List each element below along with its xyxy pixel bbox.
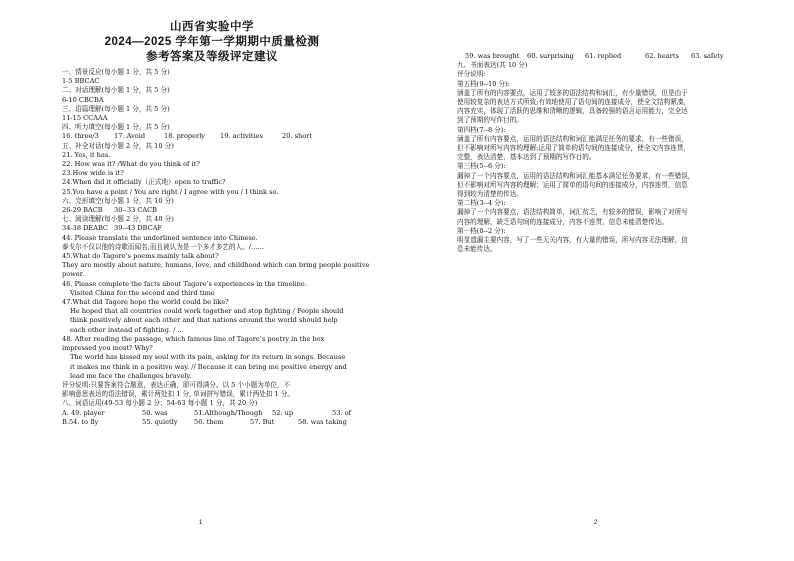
answer-cell: 18. properly (164, 132, 206, 141)
answer-cell: 62. hearts (645, 52, 679, 60)
text-line: it makes me think in a positive way. // Because it can bring me positive energy and (70, 362, 347, 371)
text-line: 息未能传达。 (457, 245, 497, 254)
page-number: 2 (594, 520, 598, 526)
text-line: 但不影响对所写内容的理解;运用了简单的语句间的连接成分，使全文内容连贯， (457, 144, 691, 153)
text-line: 6-10 CBCBA (62, 95, 104, 104)
text-line: 评分说明: (457, 70, 486, 79)
answer-cell: 20. short (282, 132, 312, 141)
cloze-answers-row (62, 206, 362, 215)
answer-cell: 57. But (250, 417, 275, 426)
text-line: Visited China for the second and third time (70, 288, 215, 297)
text-line: 45.What do Tagore’s poems mainly talk about? (62, 252, 219, 261)
text-line: 到了预期的写作目的。 (457, 116, 523, 125)
text-line: 25.You have a point / You are right / I agree with you / I think so. (62, 187, 279, 196)
text-line: impressed you most? Why? (62, 344, 153, 353)
text-line: The world has kissed my soul with its pain, asking for its return in songs. Because (70, 353, 346, 362)
answer-cell: 63. safety (691, 52, 724, 60)
text-line: 涵盖了所有的内容要点，运用了较多的语法结构和词汇，有少量错误，但是由于 (457, 88, 688, 97)
text-line: power. (62, 270, 85, 279)
text-line: 完整，表达清楚，基本达到了预期的写作目的。 (457, 153, 596, 162)
text-line: 二、对话理解(每小题 1 分，共 5 分) (62, 86, 170, 95)
text-line: 第三档(5--6 分): (457, 162, 506, 171)
answer-cell: 26-29 BACB (62, 206, 103, 215)
vocab-answers-row-b (62, 418, 362, 427)
exam-title: 2024—2025 学年第一学期期中质量检测 (104, 36, 320, 48)
answer-cell: 53. of (332, 408, 351, 417)
page-number: 1 (199, 520, 203, 526)
answer-section-3 (62, 215, 362, 224)
page-2-content (457, 52, 757, 254)
vocab-answers-row-c (457, 52, 757, 61)
text-line: 第一档(0--2 分): (457, 226, 506, 235)
answer-cell: 34-38 DEABC (62, 224, 108, 233)
answer-cell: 50. was (142, 408, 168, 417)
text-line: 内容充实，体现了活跃的思维和清晰的逻辑，具备较强的语言运用能力，完全达 (457, 107, 688, 116)
text-line: 影响意思表达的语法错误，累计两处扣 1 分, 单词拼写错误，累计两处扣 1 分。 (62, 390, 294, 399)
text-line: 一、情景反应(每小题 1 分，共 5 分) (62, 68, 170, 76)
text-line: 七、阅读理解(每小题 2 分，共 40 分) (62, 215, 174, 224)
text-line: 23.How wide is it? (62, 169, 124, 178)
answer-cell: 60. surprising (527, 52, 574, 60)
answer-cell: 30--33 CACB (114, 206, 158, 215)
text-line: 21. Yes, it has. (62, 150, 111, 159)
text-line: 第二档(3--4 分): (457, 199, 506, 208)
answer-cell: 17. Avoid (114, 132, 146, 141)
text-line: 明显遗漏主要内容，写了一些无关内容，有大量的错误，所写内容无法理解，信 (457, 236, 688, 245)
text-line: 46. Please complete the facts about Tagore’s experiences in the timeline. (62, 279, 307, 288)
text-line: 使用较复杂的表达方式所致;有效地使用了语句间的连接成分，使全文结构紧凑， (457, 98, 691, 107)
answer-key-title: 参考答案及等级评定建议 (146, 51, 278, 63)
answer-cell: 51.Although/Though (194, 408, 263, 417)
answer-cell: 58. was taking (298, 417, 347, 426)
text-line: think positively about each other and that nations around the world should help (70, 316, 338, 325)
text-line: 第五档(9--10 分): (457, 79, 510, 88)
text-line: 涵盖了所有内容要点，运用的语法结构和词汇能满足任务的要求，有一些错误， (457, 134, 688, 143)
text-line: 五、补全对话(每小题 2 分，共 10 分) (62, 141, 174, 150)
text-line: He hoped that all countries could work together and stop fighting / People should (70, 307, 344, 316)
text-line: 泰戈尔不仅以他的诗歌而闻名,而且被认为是一个多才多艺的人。/…… (62, 242, 265, 251)
answer-cell: 59. was brought (465, 52, 520, 60)
answer-cell: B.54. to fly (62, 417, 99, 426)
text-line: 内容的理解，缺乏语句间的连接成分，内容不连贯，信息未能清楚传达。 (457, 217, 668, 226)
text-line: 漏掉了一个内容要点，运用的语法结构和词汇能基本满足任务要求，有一些错误， (457, 171, 695, 180)
answer-section-4 (62, 233, 370, 409)
text-line: each other instead of fighting. / ... (70, 325, 184, 334)
answer-cell: 61. replied (585, 52, 622, 60)
text-line: 47.What did Tagore hope the world could be like? (62, 298, 229, 307)
text-line: 八、词语运用(49-53 每小题 2 分；54-63 每小题 1 分，共 20 分) (62, 399, 258, 408)
text-line: lead me face the challenges bravely. (70, 371, 192, 380)
reading-answers-row (62, 224, 362, 233)
answer-section-2 (62, 142, 362, 206)
text-line: 六、完形填空(每小题 1 分，共 10 分) (62, 196, 174, 205)
listening-answers-row (62, 132, 362, 141)
answer-cell: A. 49. player (62, 408, 105, 417)
text-line: 第四档(7--8 分): (457, 125, 506, 134)
answer-cell: 39--43 DBCAF (114, 224, 162, 233)
text-line: 漏掉了一个内容要点，语法结构简单，词汇贫乏，有较多的错误，影响了对所写 (457, 208, 688, 217)
text-line: 得到较为清楚的传达。 (457, 190, 523, 199)
answer-cell: 16. three/3 (62, 132, 99, 141)
text-line: 44. Please translate the underlined sentence into Chinese. (62, 233, 258, 242)
text-line: 评分说明:只要答案符合题意，表达正确，即可得满分。以 5 个小题为单位，不 (62, 380, 291, 389)
answer-section-1 (62, 68, 362, 132)
text-line: 1-5 BBCAC (62, 77, 100, 86)
text-line: 四、听力填空(每小题 1 分，共 5 分) (62, 123, 170, 132)
text-line: They are mostly about nature, humans, love, and childhood which can bring people positive (62, 261, 370, 270)
answer-cell: 19. activities (220, 132, 263, 141)
writing-rubric (457, 61, 757, 254)
school-title: 山西省实验中学 (170, 21, 254, 33)
text-line: 九、书面表达(共 10 分) (457, 61, 528, 70)
answer-cell: 55. quietly (142, 417, 178, 426)
text-line: 但不影响对所写内容的理解；运用了简单的语句间的连接成分，内容连贯，信息 (457, 180, 688, 189)
text-line: 22. How was it? /What do you think of it? (62, 160, 200, 169)
page-1-content (62, 20, 370, 427)
vocab-answers-row-a (62, 409, 362, 418)
answer-cell: 52. up (272, 408, 294, 417)
text-line: 11-15 CCAAA (62, 114, 108, 123)
text-line: 三、语篇理解(每小题 1 分，共 5 分) (62, 104, 170, 113)
text-line: 48. After reading the passage, which famous line of Tagore’s poetry in the box (62, 334, 325, 343)
text-line: 24.When did it officially（正式地）open to traffic? (62, 178, 226, 187)
page-2 (397, 0, 794, 561)
answer-cell: 56. them (194, 417, 224, 426)
